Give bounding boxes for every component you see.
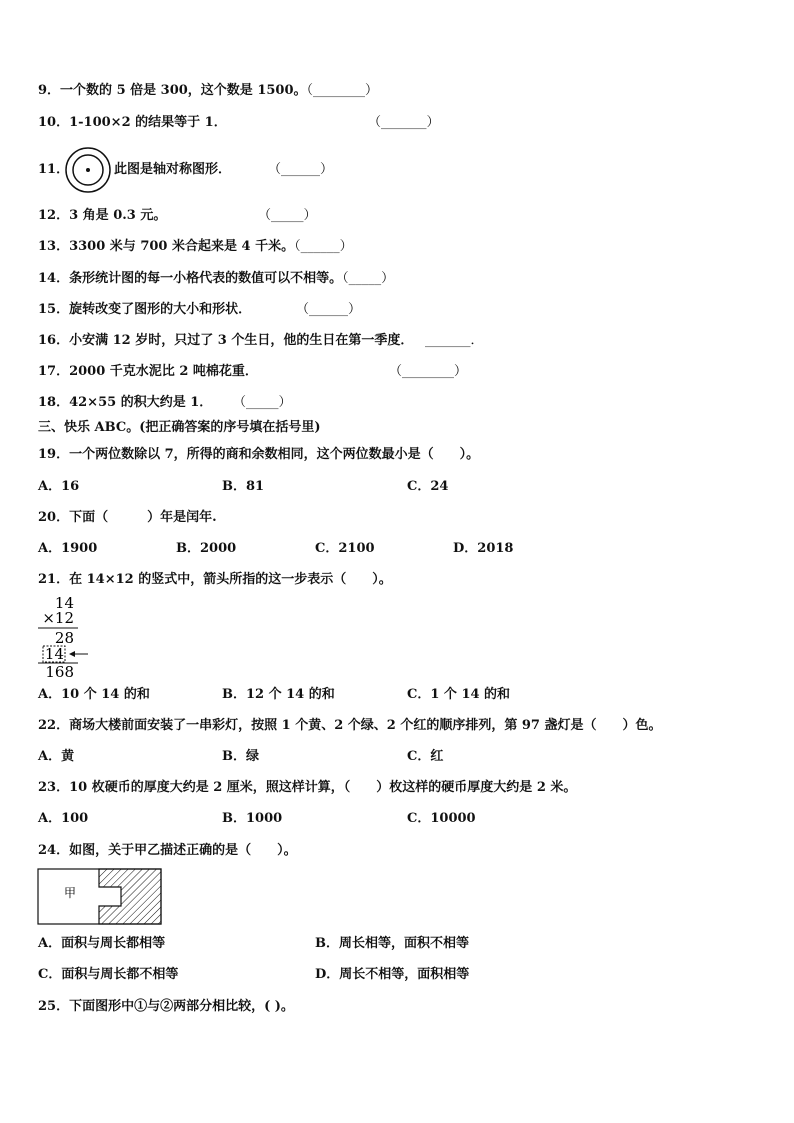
question-number: 21． (38, 572, 70, 587)
question-number: 24． (38, 843, 70, 858)
question-text: 下面（ ）年是闰年. (69, 510, 217, 525)
question-23 (38, 780, 576, 796)
question-24 (38, 843, 297, 859)
multiplier: ×12 (42, 609, 74, 627)
jia-label: 甲 (63, 886, 77, 900)
option-c[interactable]: C．10000 (407, 811, 476, 826)
multiplicand: 14 (54, 594, 74, 612)
option-d[interactable]: D．周长不相等，面积相等 (315, 967, 470, 982)
question-19 (38, 447, 479, 463)
answer-blank-15[interactable]: （______） (296, 302, 362, 317)
product: 168 (45, 663, 74, 680)
answer-blank[interactable]: （______） (294, 239, 353, 254)
option-d[interactable]: D．2018 (453, 541, 514, 556)
option-a[interactable]: A．黄 (38, 749, 75, 764)
option-b[interactable]: B．12 个 14 的和 (222, 687, 335, 702)
option-b[interactable]: B．绿 (222, 749, 259, 764)
question-25 (38, 999, 294, 1015)
question-22 (38, 718, 661, 734)
question-text: 42×55 的积大约是 1． (69, 395, 213, 410)
question-text: 一个数的 5 倍是 300，这个数是 1500。 (60, 83, 307, 98)
arrow-icon (69, 651, 75, 657)
option-c[interactable]: C．24 (407, 479, 449, 494)
question-text: 一个两位数除以 7，所得的商和余数相同，这个两位数最小是（ ）。 (69, 447, 480, 462)
option-c[interactable]: C．1 个 14 的和 (407, 687, 511, 702)
answer-blank[interactable]: （________） (306, 83, 379, 98)
option-b[interactable]: B．周长相等，面积不相等 (315, 936, 469, 951)
option-c[interactable]: C．2100 (315, 541, 375, 556)
answer-blank-16[interactable]: _______． (425, 333, 484, 348)
option-a[interactable]: A．面积与周长都相等 (38, 936, 166, 951)
concentric-circles-figure (64, 146, 112, 194)
partial-product-2: 14 (44, 645, 64, 663)
answer-blank-11[interactable]: （______） (268, 162, 334, 177)
question-14 (38, 271, 394, 287)
question-number: 20． (38, 510, 70, 525)
question-20 (38, 510, 217, 526)
question-11 (114, 162, 231, 178)
question-10 (38, 115, 227, 131)
section-heading: 三、快乐 ABC。(把正确答案的序号填在括号里) (38, 420, 321, 435)
question-text: 3300 米与 700 米合起来是 4 千米。 (69, 239, 295, 254)
option-a[interactable]: A．1900 (38, 541, 98, 556)
question-18 (38, 395, 212, 411)
option-a[interactable]: A．16 (38, 479, 80, 494)
question-13 (38, 239, 353, 255)
jia-yi-figure (37, 868, 163, 926)
question-number: 14． (38, 271, 70, 286)
question-number: 19． (38, 447, 70, 462)
question-text: 在 14×12 的竖式中，箭头所指的这一步表示（ ）。 (69, 572, 392, 587)
question-number: 12． (38, 208, 70, 223)
option-b[interactable]: B．2000 (176, 541, 237, 556)
question-number: 17． (38, 364, 70, 379)
question-number: 18． (38, 395, 70, 410)
option-a[interactable]: A．100 (38, 811, 89, 826)
question-17 (38, 364, 258, 380)
question-text: 此图是轴对称图形． (114, 162, 232, 177)
partial-product-1: 28 (54, 629, 74, 647)
question-text: 2000 千克水泥比 2 吨棉花重． (69, 364, 258, 379)
question-16 (38, 333, 413, 349)
question-number: 23． (38, 780, 70, 795)
question-text: 条形统计图的每一小格代表的数值可以不相等。 (69, 271, 343, 286)
question-text: 10 枚硬币的厚度大约是 2 厘米，照这样计算，（ ）枚这样的硬币厚度大约是 2 米。 (69, 780, 577, 795)
question-text: 如图，关于甲乙描述正确的是（ ）。 (69, 843, 297, 858)
question-number: 13． (38, 239, 70, 254)
question-number: 25． (38, 999, 70, 1014)
question-text: 1-100×2 的结果等于 1． (69, 115, 227, 130)
option-b[interactable]: B．1000 (222, 811, 283, 826)
question-number: 16． (38, 333, 70, 348)
answer-blank[interactable]: （_____） (342, 271, 395, 286)
question-number: 15． (38, 302, 70, 317)
question-number: 22． (38, 718, 70, 733)
answer-blank-12[interactable]: （_____） (258, 208, 317, 223)
option-c[interactable]: C．红 (407, 749, 444, 764)
question-11-number: 11． (38, 162, 70, 177)
question-text: 下面图形中①与②两部分相比较，( )。 (69, 999, 294, 1014)
question-number: 10． (38, 115, 70, 130)
option-c[interactable]: C．面积与周长都不相等 (38, 967, 179, 982)
question-text: 商场大楼前面安装了一串彩灯，按照 1 个黄、2 个绿、2 个红的顺序排列，第 97 盏灯是（ ）色。 (69, 718, 662, 733)
question-21 (38, 572, 392, 588)
question-text: 旋转改变了图形的大小和形状． (69, 302, 252, 317)
question-text: 3 角是 0.3 元。 (69, 208, 167, 223)
question-12 (38, 208, 166, 224)
option-b[interactable]: B．81 (222, 479, 265, 494)
question-number: 9． (38, 83, 61, 98)
question-15 (38, 302, 251, 318)
question-text: 小安满 12 岁时，只过了 3 个生日，他的生日在第一季度． (69, 333, 414, 348)
answer-blank-17[interactable]: （________） (389, 364, 468, 379)
answer-blank-10[interactable]: （_______） (368, 115, 440, 130)
vertical-multiplication-figure (36, 592, 96, 680)
answer-blank-18[interactable]: （_____） (233, 395, 292, 410)
question-9 (38, 83, 378, 99)
option-a[interactable]: A．10 个 14 的和 (38, 687, 150, 702)
